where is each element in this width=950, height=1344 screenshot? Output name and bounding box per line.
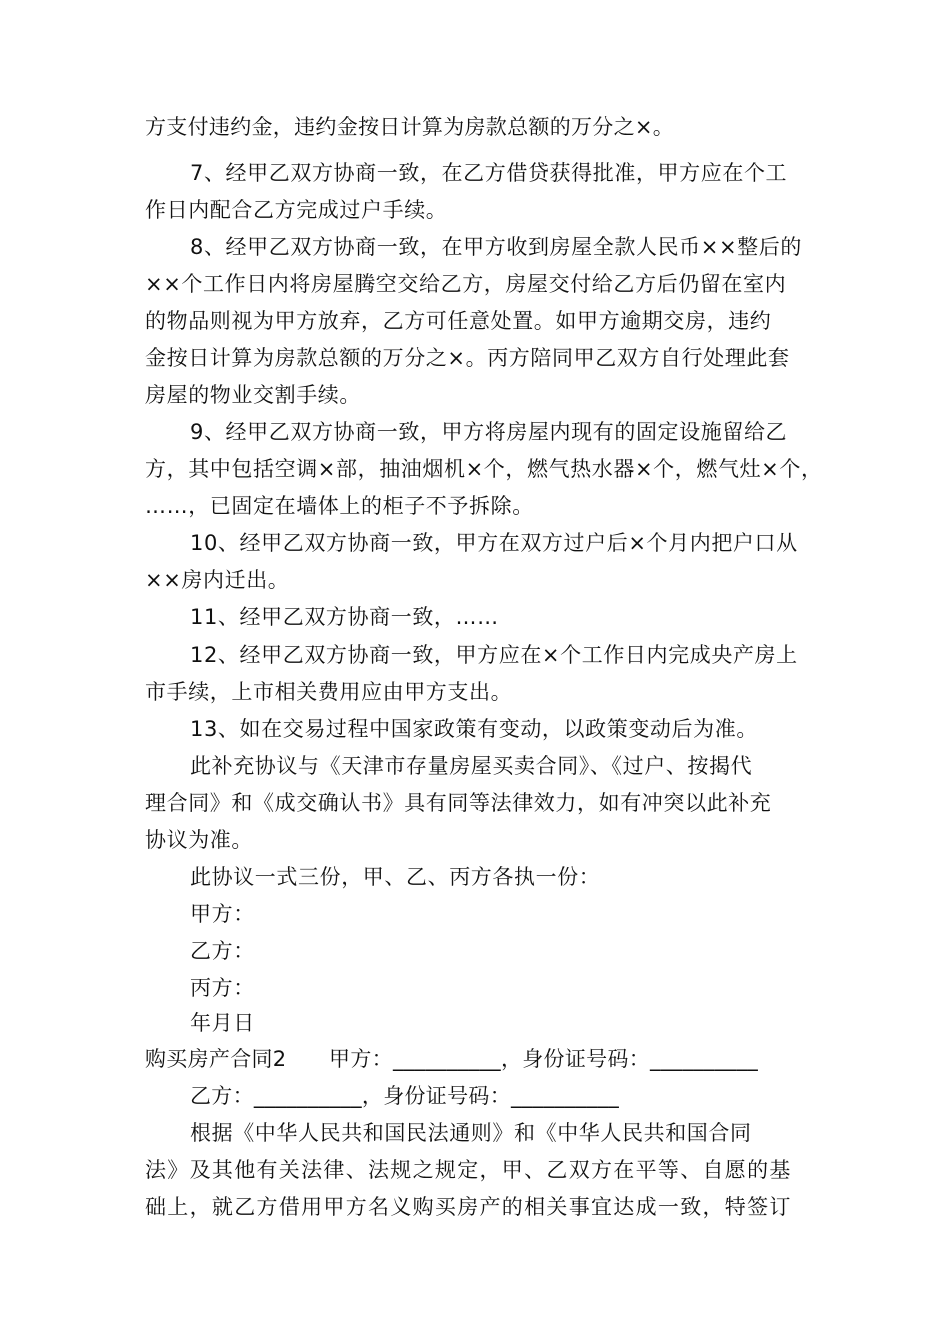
party-b-signature-label: 乙方： xyxy=(190,939,255,963)
party-c-signature-label: 丙方： xyxy=(190,976,255,1000)
clause-8-line-5: 房屋的物业交割手续。 xyxy=(145,383,361,407)
supplement-paragraph-line-1: 此补充协议与《天津市存量房屋买卖合同》、《过户、按揭代 xyxy=(190,754,753,778)
clause-8-line-4: 金按日计算为房款总额的万分之×。丙方陪同甲乙双方自行处理此套 xyxy=(145,346,790,370)
clause-12-line-1: 12、经甲乙双方协商一致，甲方应在×个工作日内完成央产房上 xyxy=(190,643,798,667)
clause-8-line-2: ××个工作日内将房屋腾空交给乙方，房屋交付给乙方后仍留在室内 xyxy=(145,272,787,296)
text-line: 方支付违约金，违约金按日计算为房款总额的万分之×。 xyxy=(145,115,675,139)
clause-8-line-1: 8、经甲乙双方协商一致，在甲方收到房屋全款人民币××整后的 xyxy=(190,235,802,259)
clause-12-line-2: 市手续，上市相关费用应由甲方支出。 xyxy=(145,680,513,704)
party-a-signature-label: 甲方： xyxy=(190,902,255,926)
contract-2-preamble-line-3: 础上，就乙方借用甲方名义购买房产的相关事宜达成一致，特签订 xyxy=(145,1195,792,1219)
clause-8-line-3: 的物品则视为甲方放弃，乙方可任意处置。如甲方逾期交房，违约 xyxy=(145,309,772,333)
contract-2-party-b-line: 乙方：__________，身份证号码：__________ xyxy=(190,1084,619,1108)
clause-13-line-1: 13、如在交易过程中国家政策有变动，以政策变动后为准。 xyxy=(190,717,758,741)
copies-statement: 此协议一式三份，甲、乙、丙方各执一份： xyxy=(190,865,601,889)
clause-10-line-1: 10、经甲乙双方协商一致，甲方在双方过户后×个月内把户口从 xyxy=(190,531,798,555)
contract-2-preamble-line-1: 根据《中华人民共和国民法通则》和《中华人民共和国合同 xyxy=(190,1121,752,1145)
clause-7-line-2: 作日内配合乙方完成过户手续。 xyxy=(145,198,448,222)
contract-2-heading-line: 购买房产合同2 甲方：__________，身份证号码：__________ xyxy=(145,1047,759,1071)
clause-9-line-1: 9、经甲乙双方协商一致，甲方将房屋内现有的固定设施留给乙 xyxy=(190,420,788,444)
clause-9-line-3: ……，已固定在墙体上的柜子不予拆除。 xyxy=(145,494,534,518)
supplement-paragraph-line-3: 协议为准。 xyxy=(145,828,253,852)
clause-11-line-1: 11、经甲乙双方协商一致，…… xyxy=(190,605,499,629)
clause-7-line-1: 7、经甲乙双方协商一致，在乙方借贷获得批准，甲方应在个工 xyxy=(190,161,788,185)
clause-9-line-2: 方，其中包括空调×部，抽油烟机×个，燃气热水器×个，燃气灶×个， xyxy=(145,457,823,481)
clause-10-line-2: ××房内迁出。 xyxy=(145,568,290,592)
date-label: 年月日 xyxy=(190,1011,255,1035)
supplement-paragraph-line-2: 理合同》和《成交确认书》具有同等法律效力，如有冲突以此补充 xyxy=(145,791,772,815)
contract-2-preamble-line-2: 法》及其他有关法律、法规之规定，甲、乙双方在平等、自愿的基 xyxy=(145,1158,792,1182)
